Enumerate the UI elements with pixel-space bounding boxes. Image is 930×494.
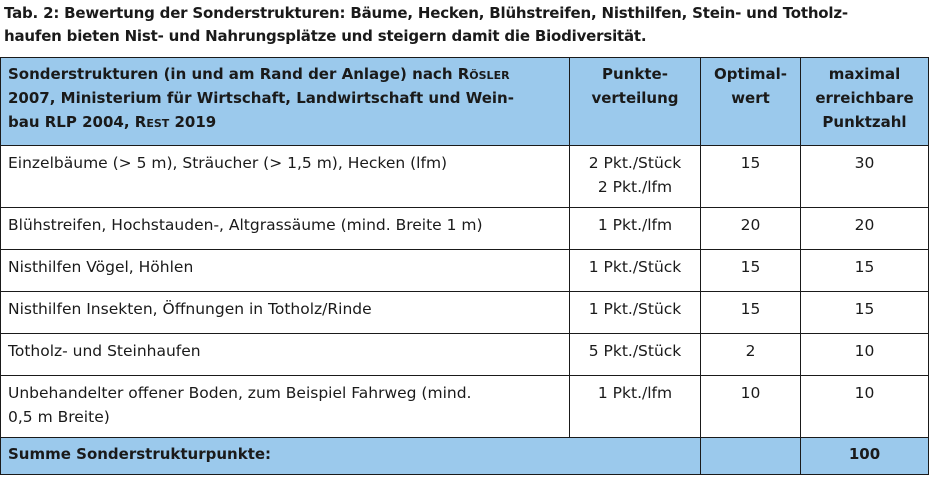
- summary-empty-cell: [701, 438, 801, 475]
- cell-optimal: 2: [701, 334, 801, 376]
- header-col1-line2: 2007, Ministerium für Wirtschaft, Landwirtschaft und Wein-: [8, 89, 514, 107]
- cell-points: 1 Pkt./Stück: [570, 250, 701, 292]
- cell-structure: Nisthilfen Vögel, Höhlen: [1, 250, 570, 292]
- caption-line-2: haufen bieten Nist- und Nahrungsplätze und steigern damit die Biodiversität.: [4, 27, 647, 45]
- cell-points: 1 Pkt./Stück: [570, 292, 701, 334]
- cell-optimal: 15: [701, 146, 801, 208]
- cell-points: 1 Pkt./lfm: [570, 376, 701, 438]
- cell-max: 15: [801, 292, 929, 334]
- table-header-row: [1, 58, 929, 146]
- cell-max: 20: [801, 208, 929, 250]
- header-col1-line3: bau RLP 2004,: [8, 113, 135, 131]
- sonderstrukturen-table: [0, 57, 929, 475]
- table-caption: [4, 2, 924, 48]
- table-row: [1, 146, 929, 208]
- cell-points: 2 Pkt./Stück 2 Pkt./lfm: [570, 146, 701, 208]
- header-author-rest: Rest: [134, 113, 170, 131]
- cell-optimal: 10: [701, 376, 801, 438]
- table-row: [1, 292, 929, 334]
- cell-structure: Einzelbäume (> 5 m), Sträucher (> 1,5 m), Hecken (lfm): [1, 146, 570, 208]
- summary-total: 100: [801, 438, 929, 475]
- cell-optimal: 15: [701, 250, 801, 292]
- table-row: [1, 250, 929, 292]
- header-punkteverteilung: Punkte- verteilung: [570, 58, 701, 146]
- header-author-roesler: Rösler: [457, 65, 510, 83]
- caption-line-1: Tab. 2: Bewertung der Sonderstrukturen: Bäume, Hecken, Blühstreifen, Nisthilfen, Stein- und Totholz-: [4, 4, 848, 22]
- cell-optimal: 15: [701, 292, 801, 334]
- cell-structure: Totholz- und Steinhaufen: [1, 334, 570, 376]
- cell-points: 1 Pkt./lfm: [570, 208, 701, 250]
- table-row: [1, 376, 929, 438]
- summary-row: [1, 438, 929, 475]
- header-col1-line3-year: 2019: [169, 113, 217, 131]
- summary-label: Summe Sonderstrukturpunkte:: [1, 438, 701, 475]
- cell-structure: Nisthilfen Insekten, Öffnungen in Totholz/Rinde: [1, 292, 570, 334]
- cell-points: 5 Pkt./Stück: [570, 334, 701, 376]
- cell-structure: Unbehandelter offener Boden, zum Beispiel Fahrweg (mind. 0,5 m Breite): [1, 376, 570, 438]
- table-row: [1, 334, 929, 376]
- cell-optimal: 20: [701, 208, 801, 250]
- header-optimalwert: Optimal- wert: [701, 58, 801, 146]
- header-max-punktzahl: maximal erreichbare Punktzahl: [801, 58, 929, 146]
- header-col1-line1: Sonderstrukturen (in und am Rand der Anlage) nach: [8, 65, 458, 83]
- cell-max: 15: [801, 250, 929, 292]
- cell-max: 10: [801, 334, 929, 376]
- cell-structure: Blühstreifen, Hochstauden-, Altgrassäume (mind. Breite 1 m): [1, 208, 570, 250]
- header-sonderstrukturen: [1, 58, 570, 146]
- cell-max: 10: [801, 376, 929, 438]
- table-row: [1, 208, 929, 250]
- cell-max: 30: [801, 146, 929, 208]
